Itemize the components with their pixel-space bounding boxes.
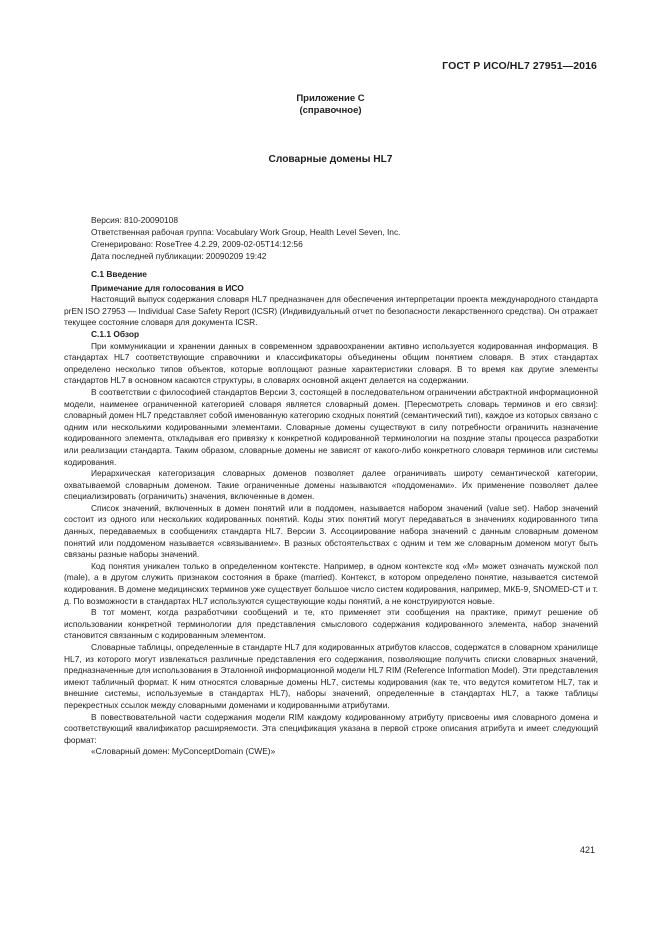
paragraph: Код понятия уникален только в определенном контексте. Например, в одном контексте код «M» может означать мужской пол (male), а в другом служить признаком состояния в браке (married). Контекст, в котором определено понятие, называется системой кодирования. В домене медицинских терминов уже существует большое число систем кодирования, например, МКБ-9, SNOMED-CT и т. д. По возможности в стандартах HL7 используются существующие коды понятий, а не конструируются новые. — [64, 560, 598, 606]
page-title: Словарные домены HL7 — [268, 154, 393, 165]
paragraph: В тот момент, когда разработчики сообщений и те, кто применяет эти сообщения на практике, примут решение об использовании конкретной терминологии для представления смыслового содержания кодированного элемента, набор значений становится связанным с кодированным элементом. — [64, 607, 598, 641]
paragraph: В соответствии с философией стандартов Версии 3, состоящей в последовательном ограничении абстрактной информационной модели, наименее ограниченной категорией словаря является словарный домен. [Пересмотреть словарь терминов и его связи]: словарный домен HL7 представляет собой именованную категорию сходных понятий (семантический тип), каждое из которых связано с одним или несколькими кодированными элементами. Словарные домены существуют в силу потребности ограничить назначение кодированного элемента, откладывая его привязку к конкретной кодированной терминологии на поздние этапы процесса разработки или реализации стандарта. Таким образом, словарные домены не зависят от какого-либо конкретного словаря терминов или системы кодирования. — [64, 386, 598, 467]
meta-workgroup: Ответственная рабочая группа: Vocabulary Work Group, Health Level Seven, Inc. — [91, 227, 401, 237]
standard-header: ГОСТ Р ИСО/HL7 27951—2016 — [442, 60, 597, 72]
paragraph: В повествовательной части содержания модели RIM каждому кодированному атрибуту присвоены имя словарного домена и соответствующий квалификатор расширяемости. Эта спецификация указана в первой строке описания атрибута и имеет следующий формат: — [64, 711, 598, 745]
paragraph: Иерархическая категоризация словарных доменов позволяет далее ограничивать широту семантической категории, охватываемой словарным доменом. Такие ограниченные домены называются «поддоменами». Их применение позволяет далее специализировать (ограничить) значения, включенные в домен. — [64, 468, 598, 502]
annex-label: Приложение С — [296, 93, 365, 104]
section-heading: С.1 Введение — [91, 269, 147, 279]
page-number: 421 — [579, 845, 595, 855]
metadata-block — [91, 214, 400, 262]
annex-type: (справочное) — [299, 105, 362, 116]
annex-heading — [0, 93, 661, 117]
body-text — [64, 269, 598, 758]
paragraph: При коммуникации и хранении данных в современном здравоохранении активно используется кодированная информация. В стандартах HL7 соответствующие справочники и классификаторы объединены общим понятием словаря. В этих стандартах определено несколько типов объектов, которые воплощают разные характеристики словаря. В то время как другие элементы стандартов HL7 в основном касаются структуры, в словарях основной акцент делается на содержании. — [64, 340, 598, 386]
note-heading: Примечание для голосования в ИСО — [91, 282, 244, 293]
format-example: «Словарный домен: MyConceptDomain (CWE)» — [91, 746, 276, 757]
meta-published: Дата последней публикации: 20090209 19:42 — [91, 251, 267, 261]
meta-version: Версия: 810-20090108 — [91, 215, 178, 225]
meta-generated: Сгенерировано: RoseTree 4.2.29, 2009-02-05T14:12:56 — [91, 239, 303, 249]
paragraph: Словарные таблицы, определенные в стандарте HL7 для кодированных атрибутов классов, содержатся в словарном хранилище HL7, из которого могут извлекаться различные представления его содержания, позволяющие получить списки словарных значений, предназначенные для использования в Эталонной информационной модели HL7 RIM (Reference Information Model). Эти представления имеют табличный формат. К ним относятся словарные домены HL7, системы кодирования (как те, что ведутся комитетом HL7, так и внешние системы, используемые в стандартах HL7), наборы значений, определенные в стандартах HL7, а также таблицы перекрестных ссылок между словарными доменами и кодированными атрибутами. — [64, 642, 598, 710]
paragraph: Список значений, включенных в домен понятий или в поддомен, называется набором значений (value set). Набор значений состоит из одного или нескольких кодированных понятий. Коды этих понятий могут передаваться в значениях кодированного типа данных, передаваемых в сообщениях стандарта HL7. Версии 3. Ассоциирование набора значений с данным словарным доменом понятий или поддоменом называется «связыванием». В разных обстоятельствах с одним и тем же словарным доменом могут быть связаны разные наборы значений. — [64, 502, 598, 560]
paragraph: Настоящий выпуск содержания словаря HL7 предназначен для обеспечения интерпретации проекта международного стандарта prEN ISO 27953 — Individual Case Safety Report (ICSR) (Индивидуальный отчет по безопасности лекарственного средства). Он отражает текущее состояние словаря для документа ICSR. — [64, 294, 598, 328]
subsection-heading: С.1.1 Обзор — [91, 328, 140, 339]
